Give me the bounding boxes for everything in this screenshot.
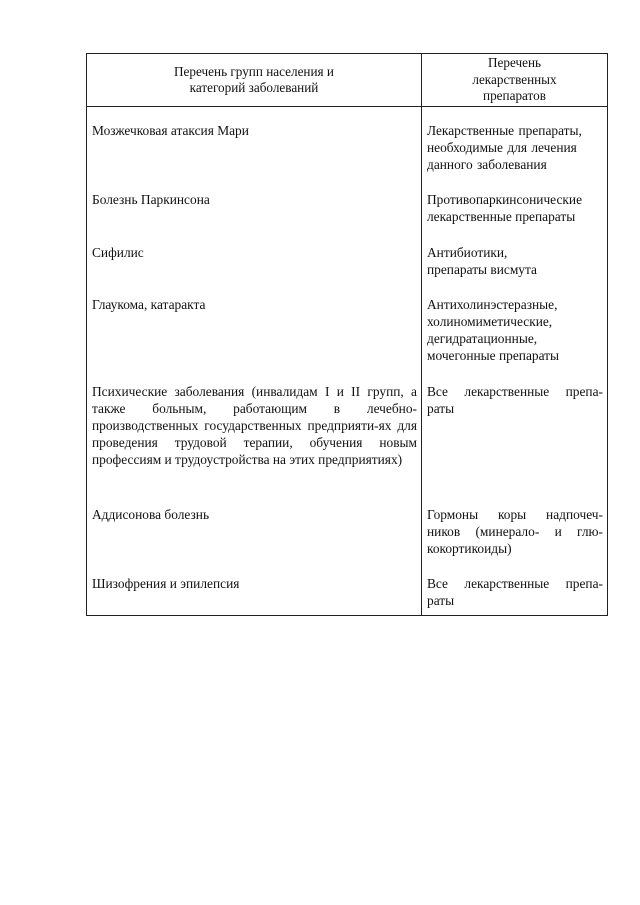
drugs-text: Все лекарственные препа-раты <box>427 384 603 416</box>
disease-cell <box>87 122 422 191</box>
disease-cell <box>87 244 422 296</box>
table-row <box>87 244 608 296</box>
disease-cell <box>87 575 422 615</box>
drugs-cell <box>422 383 608 506</box>
drugs-text: Антибиотики, препараты висмута <box>427 245 537 277</box>
disease-name: Сифилис <box>92 245 144 260</box>
disease-name: Шизофрения и эпилепсия <box>92 576 240 591</box>
drugs-cell <box>422 191 608 244</box>
drugs-text: Все лекарственные препа-раты <box>427 576 603 608</box>
table-row <box>87 191 608 244</box>
drugs-text: Противопаркинсонические лекарственные препараты <box>427 192 583 224</box>
drugs-text: Лекарственные препараты, необходимые для лечения данного заболевания <box>427 123 582 172</box>
drugs-text: Гормоны коры надпочеч-ников (минерало- и глю-кокортикоиды) <box>427 507 603 556</box>
disease-cell <box>87 296 422 383</box>
table-row <box>87 506 608 575</box>
drugs-cell <box>422 122 608 191</box>
drugs-cell <box>422 296 608 383</box>
disease-name: Болезнь Паркинсона <box>92 192 210 207</box>
table-header-row <box>87 54 608 107</box>
disease-cell <box>87 506 422 575</box>
header-population-groups: Перечень групп населения и категорий заболеваний <box>87 54 422 107</box>
drugs-text: Антихолинэстеразные, холиномиметические, дегидратационные, мочегонные препараты <box>427 297 560 363</box>
disease-name: Психические заболевания (инвалидам I и II групп, а также больным, работающим в лечебно-производственных государственных предприяти-ях для проведения трудовой терапии, обучения новым профессиям и трудоустройства на этих предприятиях) <box>92 384 417 467</box>
disease-name: Аддисонова болезнь <box>92 507 210 522</box>
table-row <box>87 296 608 383</box>
table-row <box>87 575 608 615</box>
header-drug-list: Перечень лекарственных препаратов <box>422 54 608 107</box>
disease-name: Глаукома, катаракта <box>92 297 206 312</box>
disease-name: Мозжечковая атаксия Мари <box>92 123 249 138</box>
drugs-cell <box>422 506 608 575</box>
drug-benefits-table <box>86 53 608 616</box>
disease-cell <box>87 191 422 244</box>
table-row <box>87 122 608 191</box>
disease-cell <box>87 383 422 506</box>
table-row <box>87 383 608 506</box>
drugs-cell <box>422 244 608 296</box>
drugs-cell <box>422 575 608 615</box>
